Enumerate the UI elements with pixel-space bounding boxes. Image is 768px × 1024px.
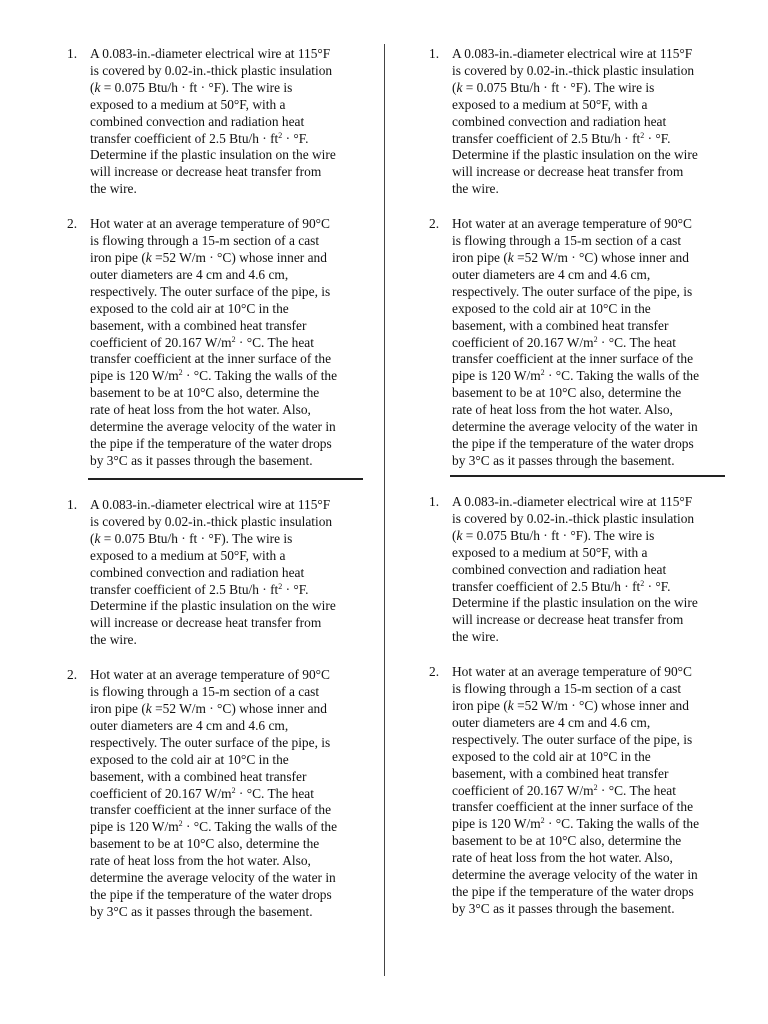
problem-1 xyxy=(429,46,701,198)
problem-number: 2. xyxy=(429,216,440,232)
horizontal-divider-right xyxy=(450,475,725,477)
problem-text: Hot water at an average temperature of 90°C is flowing through a 15-m section of a cast iron pipe (k =52 W/m · °C) whose inner and outer diameters are 4 cm and 4.6 cm, respectively. The outer surface of the pipe, is exposed to the cold air at 10°C in the basement, with a combined heat transfer coefficient of 20.167 $W/m^2 \cdot ^\circ C$. The heat transfer coefficient at the inner surface of the pipe is 120 $W/m^2 \cdot ^\circ C$. Taking the walls of the basement to be at 10°C also, determine the rate of heat loss from the hot water. Also, determine the average velocity of the water in the pipe if the temperature of the water drops by 3°C as it passes through the basement. xyxy=(452,216,700,468)
horizontal-divider-left xyxy=(88,478,363,480)
problem-2 xyxy=(429,216,701,470)
problem-text: Hot water at an average temperature of 90°C is flowing through a 15-m section of a cast iron pipe (k =52 W/m · °C) whose inner and outer diameters are 4 cm and 4.6 cm, respectively. The outer surface of the pipe, is exposed to the cold air at 10°C in the basement, with a combined heat transfer coefficient of 20.167 $W/m^2 \cdot ^\circ C$. The heat transfer coefficient at the inner surface of the pipe is 120 $W/m^2 \cdot ^\circ C$. Taking the walls of the basement to be at 10°C also, determine the rate of heat loss from the hot water. Also, determine the average velocity of the water in the pipe if the temperature of the water drops by 3°C as it passes through the basement. xyxy=(90,667,338,919)
problem-1 xyxy=(429,494,701,646)
problem-1 xyxy=(67,46,339,198)
problem-number: 1. xyxy=(429,494,440,509)
problem-block-bottom-left xyxy=(67,497,339,921)
problem-number: 1. xyxy=(67,46,78,61)
problem-number: 2. xyxy=(67,667,78,683)
problem-text: Hot water at an average temperature of 90°C is flowing through a 15-m section of a cast iron pipe (k =52 W/m · °C) whose inner and outer diameters are 4 cm and 4.6 cm, respectively. The outer surface of the pipe, is exposed to the cold air at 10°C in the basement, with a combined heat transfer coefficient of 20.167 $W/m^2 \cdot ^\circ C$. The heat transfer coefficient at the inner surface of the pipe is 120 $W/m^2 \cdot ^\circ C$. Taking the walls of the basement to be at 10°C also, determine the rate of heat loss from the hot water. Also, determine the average velocity of the water in the pipe if the temperature of the water drops by 3°C as it passes through the basement. xyxy=(452,664,700,916)
problem-2 xyxy=(67,667,339,921)
problem-number: 2. xyxy=(67,216,78,232)
problem-text: A 0.083-in.-diameter electrical wire at 115°F is covered by 0.02-in.-thick plastic insulation (k = 0.075 Btu/h · ft · °F). The wire is exposed to a medium at 50°F, with a combined convection and radiation heat transfer coefficient of 2.5 $Btu/h \cdot ft^2 \cdot ^\circ F$. Determine if the plastic insulation on the wire will increase or decrease heat transfer from the wire. xyxy=(452,46,698,197)
problem-text: Hot water at an average temperature of 90°C is flowing through a 15-m section of a cast iron pipe (k =52 W/m · °C) whose inner and outer diameters are 4 cm and 4.6 cm, respectively. The outer surface of the pipe, is exposed to the cold air at 10°C in the basement, with a combined heat transfer coefficient of 20.167 $W/m^2 \cdot ^\circ C$. The heat transfer coefficient at the inner surface of the pipe is 120 $W/m^2 \cdot ^\circ C$. Taking the walls of the basement to be at 10°C also, determine the rate of heat loss from the hot water. Also, determine the average velocity of the water in the pipe if the temperature of the water drops by 3°C as it passes through the basement. xyxy=(90,216,338,468)
problem-text: A 0.083-in.-diameter electrical wire at 115°F is covered by 0.02-in.-thick plastic insulation (k = 0.075 Btu/h · ft · °F). The wire is exposed to a medium at 50°F, with a combined convection and radiation heat transfer coefficient of 2.5 $Btu/h \cdot ft^2 \cdot ^\circ F$. Determine if the plastic insulation on the wire will increase or decrease heat transfer from the wire. xyxy=(452,494,698,645)
problem-text: A 0.083-in.-diameter electrical wire at 115°F is covered by 0.02-in.-thick plastic insulation (k = 0.075 Btu/h · ft · °F). The wire is exposed to a medium at 50°F, with a combined convection and radiation heat transfer coefficient of 2.5 $Btu/h \cdot ft^2 \cdot ^\circ F$. Determine if the plastic insulation on the wire will increase or decrease heat transfer from the wire. xyxy=(90,46,336,197)
problem-2 xyxy=(429,664,701,918)
problem-block-top-left xyxy=(67,46,339,470)
problem-block-bottom-right xyxy=(429,494,701,918)
problem-text: A 0.083-in.-diameter electrical wire at 115°F is covered by 0.02-in.-thick plastic insulation (k = 0.075 Btu/h · ft · °F). The wire is exposed to a medium at 50°F, with a combined convection and radiation heat transfer coefficient of 2.5 $Btu/h \cdot ft^2 \cdot ^\circ F$. Determine if the plastic insulation on the wire will increase or decrease heat transfer from the wire. xyxy=(90,497,336,648)
problem-2 xyxy=(67,216,339,470)
problem-block-top-right xyxy=(429,46,701,470)
problem-number: 1. xyxy=(429,46,440,61)
problem-1 xyxy=(67,497,339,649)
problem-number: 2. xyxy=(429,664,440,680)
problem-number: 1. xyxy=(67,497,78,512)
vertical-divider xyxy=(384,44,385,976)
